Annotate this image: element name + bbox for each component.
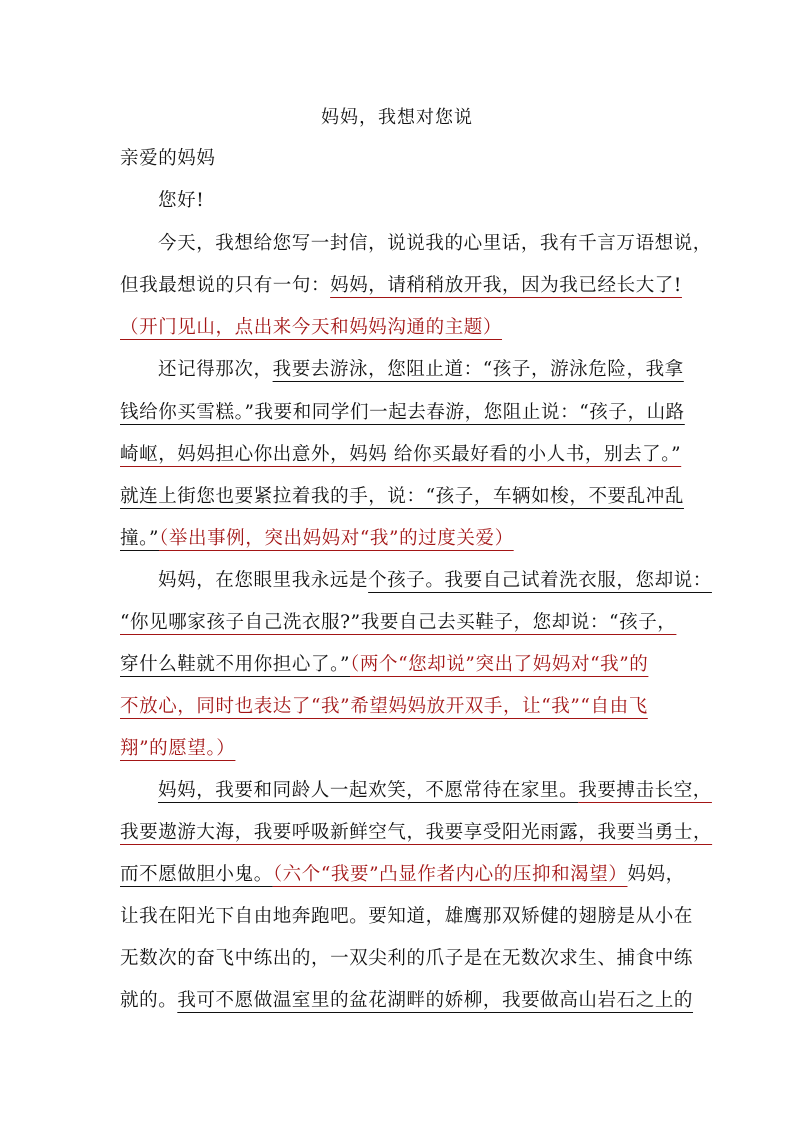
paragraph-line: 今天，我想给您写一封信，说说我的心里话，我有千言万语想说， bbox=[158, 233, 712, 254]
underlined-text: 穿什么鞋就不用你担心了。” bbox=[120, 654, 351, 675]
annotation-comment: （举出事例，突出妈妈对“我”的过度关爱） bbox=[159, 528, 514, 549]
underlined-text: 我要搏击长空， bbox=[578, 780, 712, 801]
paragraph-line bbox=[158, 357, 684, 383]
underlined-line: 就连上街您也要紧拉着我的手，说：“孩子，车辆如梭，不要乱冲乱 bbox=[120, 486, 684, 507]
text-span: 妈妈， bbox=[627, 864, 685, 885]
underlined-text: 个孩子。我要自己试着洗衣服，您却说： bbox=[368, 570, 712, 591]
document-title: 妈妈，我想对您说 bbox=[321, 107, 473, 128]
underlined-line: 钱给你买雪糕。”我要和同学们一起去春游，您阻止说：“孩子，山路 bbox=[120, 402, 685, 423]
paragraph-line bbox=[120, 652, 648, 678]
annotation-comment: （六个“我要”凸显作者内心的压抑和渴望） bbox=[272, 864, 628, 885]
underlined-line: “你见哪家孩子自己洗衣服?”我要自己去买鞋子，您却说：“孩子， bbox=[120, 612, 677, 633]
text-span: 妈妈，在您眼里我永远是 bbox=[158, 570, 369, 591]
underlined-text: 而不愿做胆小鬼。 bbox=[120, 864, 273, 885]
paragraph-line bbox=[120, 988, 693, 1014]
text-span: 还记得那次， bbox=[158, 359, 273, 380]
greeting: 您好! bbox=[158, 190, 205, 211]
paragraph-line bbox=[120, 862, 685, 888]
underlined-text: 撞。” bbox=[120, 528, 160, 549]
paragraph-line bbox=[158, 778, 712, 804]
annotation-comment: （开门见山，点出来今天和妈妈沟通的主题） bbox=[120, 317, 503, 338]
underlined-text: 我可不愿做温室里的盆花湖畔的娇柳，我要做高山岩石之上的 bbox=[177, 990, 694, 1011]
salutation: 亲爱的妈妈 bbox=[120, 148, 216, 169]
paragraph-line bbox=[120, 273, 682, 299]
annotation-comment: 不放心，同时也表达了“我”希望妈妈放开双手，让“我”“自由飞 bbox=[120, 696, 648, 717]
underlined-line: 崎岖，妈妈担心你出意外，妈妈 给你买最好看的小人书，别去了。” bbox=[120, 444, 682, 465]
paragraph-line: 让我在阳光下自由地奔跑吧。要知道，雄鹰那双矫健的翅膀是从小在 bbox=[120, 906, 694, 927]
underlined-text: 我要去游泳，您阻止道：“孩子，游泳危险，我拿 bbox=[272, 359, 684, 380]
paragraph-line bbox=[120, 526, 514, 552]
underlined-text: 妈妈，请稍稍放开我，因为我已经长大了! bbox=[330, 275, 682, 296]
underlined-text: 妈妈，我要和同龄人一起欢笑，不愿常待在家里。 bbox=[158, 780, 579, 801]
paragraph-line bbox=[158, 568, 712, 594]
text-span: 就的。 bbox=[120, 990, 178, 1011]
text-span: 但我最想说的只有一句： bbox=[120, 275, 331, 296]
paragraph-line: 无数次的奋飞中练出的，一双尖利的爪子是在无数次求生、捕食中练 bbox=[120, 948, 694, 969]
annotation-comment: （两个“您却说”突出了妈妈对“我”的 bbox=[350, 654, 649, 675]
annotation-comment: 翔”的愿望。） bbox=[120, 738, 236, 759]
underlined-line: 我要遨游大海，我要呼吸新鲜空气，我要享受阳光雨露，我要当勇士， bbox=[120, 822, 713, 843]
